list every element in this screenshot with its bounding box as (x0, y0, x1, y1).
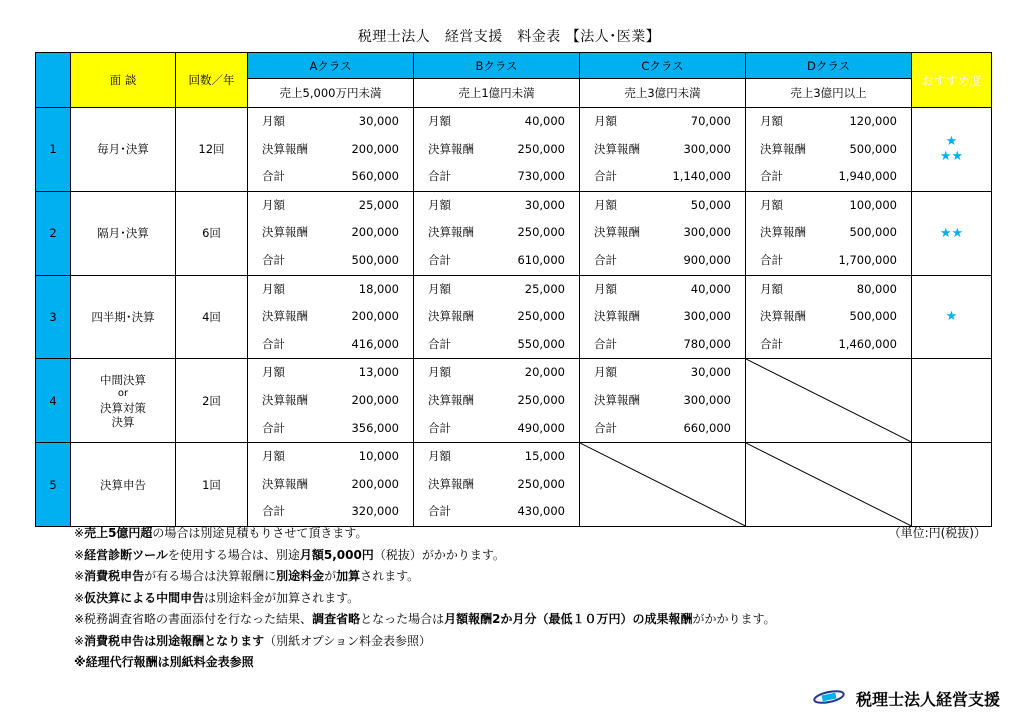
fee-label: 決算報酬 (760, 309, 806, 324)
fee-table (35, 52, 992, 527)
fee-line-monthly (746, 192, 911, 220)
fee-cell (580, 275, 746, 359)
fee-value: 30,000 (690, 365, 731, 380)
fee-value: 1,460,000 (838, 336, 897, 351)
empty-cell (746, 443, 912, 527)
fee-line-total (414, 247, 579, 275)
fee-value: 25,000 (524, 281, 565, 296)
note-text: （税抜）がかかります。 (373, 547, 505, 562)
fee-label: 月額 (428, 281, 451, 296)
note-text: 経営診断ツール (84, 547, 168, 562)
fee-line-monthly (580, 108, 745, 136)
note-text: が有る場合は決算報酬に (144, 569, 277, 583)
note-line (74, 652, 776, 674)
note-text: の場合は別途見積もりさせて頂きます。 (152, 526, 368, 540)
recommend-stars (912, 108, 992, 192)
fee-label: 月額 (262, 281, 285, 296)
row-number: 3 (36, 275, 71, 359)
fee-line-total (746, 247, 911, 275)
fee-line-monthly (580, 276, 745, 304)
fee-line-monthly (248, 192, 413, 220)
fee-cell (746, 275, 912, 359)
fee-line-total (414, 163, 579, 191)
note-text: は別途料金が加算されます。 (204, 590, 360, 605)
fee-value: 120,000 (849, 114, 897, 128)
fee-value: 780,000 (683, 336, 731, 351)
fee-cell (248, 359, 414, 443)
fee-label: 月額 (262, 197, 285, 212)
fee-line-total (414, 415, 579, 443)
fee-line-settlement (580, 303, 745, 331)
note-line (74, 609, 776, 631)
fee-cell (580, 108, 746, 192)
fee-line-settlement (414, 303, 579, 331)
page-title: 税理士法人 経営支援 料金表 【法人･医業】 (357, 29, 661, 45)
fee-value: 10,000 (358, 449, 399, 464)
fee-line-total (580, 415, 745, 443)
fee-value: 300,000 (683, 225, 731, 240)
fee-label: 合計 (594, 252, 617, 267)
fee-line-settlement (248, 387, 413, 415)
note-text: ※ (74, 590, 85, 605)
row-label-line: 決算 (111, 414, 135, 429)
fee-value: 320,000 (351, 504, 399, 519)
row-label-line: 決算申告 (100, 477, 146, 492)
fee-value: 250,000 (517, 476, 565, 491)
note-text: が (324, 569, 337, 583)
header-count: 回数／年 (176, 53, 248, 108)
fee-label: 合計 (428, 169, 451, 184)
header-class-c: Cクラス (580, 53, 746, 79)
fee-label: 合計 (428, 252, 451, 267)
fee-value: 500,000 (849, 141, 897, 156)
table-row (36, 275, 992, 359)
fee-value: 660,000 (683, 420, 731, 435)
note-text: を使用する場合は、別途 (167, 547, 300, 562)
fee-label: 合計 (594, 420, 617, 435)
fee-label: 月額 (594, 197, 617, 212)
note-text: ※ (74, 526, 85, 540)
fee-cell (414, 275, 580, 359)
fee-line-settlement (746, 136, 911, 164)
fee-label: 決算報酬 (262, 141, 308, 156)
fee-value: 200,000 (351, 476, 399, 491)
fee-label: 月額 (262, 365, 285, 380)
fee-line-settlement (414, 136, 579, 164)
fee-label: 合計 (262, 252, 285, 267)
fee-value: 13,000 (358, 365, 399, 380)
fee-value: 300,000 (683, 392, 731, 407)
fee-value: 25,000 (358, 197, 399, 212)
note-line (74, 588, 776, 610)
fee-value: 200,000 (351, 309, 399, 324)
fee-value: 356,000 (351, 420, 399, 435)
fee-line-monthly (414, 192, 579, 220)
footer (812, 687, 1000, 710)
fee-value: 550,000 (517, 336, 565, 351)
fee-cell (414, 443, 580, 527)
fee-line-total (248, 247, 413, 275)
fee-value: 500,000 (351, 252, 399, 267)
fee-line-settlement (414, 471, 579, 499)
header-class-b: Bクラス (414, 53, 580, 79)
row-label-line: 決算対策 (100, 400, 146, 415)
fee-value: 500,000 (849, 309, 897, 324)
fee-value: 30,000 (524, 197, 565, 212)
fee-cell (248, 275, 414, 359)
row-label (71, 443, 176, 527)
fee-line-settlement (248, 136, 413, 164)
table-row (36, 359, 992, 443)
fee-value: 200,000 (351, 225, 399, 240)
fee-value: 500,000 (849, 225, 897, 240)
fee-value: 30,000 (358, 114, 399, 128)
note-text: となった場合は (360, 612, 445, 626)
header-range-d: 売上3億円以上 (746, 79, 912, 108)
fee-cell (248, 443, 414, 527)
fee-value: 20,000 (524, 365, 565, 380)
fee-label: 月額 (428, 197, 451, 212)
fee-value: 40,000 (524, 114, 565, 128)
fee-value: 300,000 (683, 309, 731, 324)
fee-cell (580, 359, 746, 443)
fee-line-total (248, 415, 413, 443)
notes (74, 523, 776, 674)
fee-line-monthly (746, 108, 911, 136)
fee-label: 合計 (262, 169, 285, 184)
fee-value: 610,000 (517, 252, 565, 267)
header-no-cell (36, 53, 71, 108)
fee-line-monthly (414, 108, 579, 136)
fee-cell (580, 191, 746, 275)
table-row (36, 108, 992, 192)
fee-label: 合計 (428, 420, 451, 435)
note-text: （別紙オプション料金表参照） (264, 633, 431, 648)
fee-cell (248, 108, 414, 192)
row-count: 1回 (176, 443, 248, 527)
fee-label: 決算報酬 (262, 476, 308, 491)
fee-line-total (248, 163, 413, 191)
header-recommend: おすすめ度 (912, 53, 992, 108)
row-label-line: or (117, 387, 129, 399)
fee-value: 200,000 (351, 392, 399, 407)
note-text: ※ (74, 569, 85, 583)
unit-label: （単位:円(税抜)） (888, 526, 986, 540)
recommend-stars (912, 191, 992, 275)
row-count: 12回 (176, 108, 248, 192)
fee-value: 50,000 (690, 197, 731, 212)
fee-label: 決算報酬 (594, 392, 640, 407)
recommend-stars (912, 359, 992, 443)
header-range-c: 売上3億円未満 (580, 79, 746, 108)
fee-value: 490,000 (517, 420, 565, 435)
header-range-a: 売上5,000万円未満 (248, 79, 414, 108)
fee-value: 40,000 (690, 281, 731, 296)
fee-value: 900,000 (683, 252, 731, 267)
note-text: 消費税申告は別途報酬となります (84, 633, 265, 648)
fee-value: 200,000 (351, 141, 399, 156)
fee-label: 決算報酬 (594, 141, 640, 156)
note-text: 別途料金 (276, 569, 325, 583)
fee-line-monthly (746, 276, 911, 304)
fee-value: 250,000 (517, 141, 565, 156)
fee-label: 合計 (428, 504, 451, 519)
fee-line-monthly (580, 359, 745, 387)
note-line (74, 523, 776, 545)
empty-cell (580, 443, 746, 527)
note-line (74, 545, 776, 567)
fee-cell (248, 191, 414, 275)
note-text: ※経理代行報酬は別紙料金表参照 (74, 655, 254, 669)
fee-value: 1,700,000 (838, 252, 897, 267)
fee-label: 月額 (262, 114, 285, 128)
company-logo-icon (812, 689, 846, 709)
header-meeting: 面 談 (71, 53, 176, 108)
table-row (36, 191, 992, 275)
row-count: 2回 (176, 359, 248, 443)
fee-line-monthly (414, 443, 579, 471)
fee-line-settlement (248, 219, 413, 247)
fee-value: 416,000 (351, 336, 399, 351)
fee-label: 月額 (262, 449, 285, 464)
fee-line-total (414, 498, 579, 526)
note-text: ※ (74, 633, 85, 648)
fee-line-total (746, 331, 911, 359)
header-class-a: Aクラス (248, 53, 414, 79)
empty-cell (746, 359, 912, 443)
fee-line-total (580, 331, 745, 359)
note-text: 仮決算による中間申告 (84, 590, 205, 605)
fee-label: 月額 (760, 197, 783, 212)
fee-label: 合計 (760, 336, 783, 351)
fee-line-monthly (248, 108, 413, 136)
header-range-b: 売上1億円未満 (414, 79, 580, 108)
note-text: 売上5億円超 (84, 526, 153, 540)
fee-label: 月額 (428, 449, 451, 464)
fee-line-settlement (580, 387, 745, 415)
fee-label: 月額 (760, 114, 783, 128)
fee-value: 430,000 (517, 504, 565, 519)
row-count: 6回 (176, 191, 248, 275)
fee-line-settlement (248, 303, 413, 331)
fee-value: 1,940,000 (838, 169, 897, 184)
fee-value: 80,000 (856, 281, 897, 296)
fee-value: 250,000 (517, 309, 565, 324)
fee-line-total (746, 163, 911, 191)
fee-label: 決算報酬 (428, 392, 474, 407)
table-row (36, 443, 992, 527)
fee-line-settlement (414, 387, 579, 415)
fee-label: 合計 (760, 252, 783, 267)
fee-label: 月額 (428, 114, 451, 128)
fee-value: 1,140,000 (672, 169, 731, 184)
fee-label: 月額 (428, 365, 451, 380)
fee-cell (746, 108, 912, 192)
fee-label: 決算報酬 (428, 309, 474, 324)
fee-label: 決算報酬 (760, 141, 806, 156)
fee-label: 月額 (594, 281, 617, 296)
fee-value: 100,000 (849, 197, 897, 212)
note-text: ※ (74, 547, 85, 562)
row-label (71, 359, 176, 443)
row-number: 2 (36, 191, 71, 275)
row-label-line: 中間決算 (100, 372, 146, 387)
row-label (71, 275, 176, 359)
fee-line-monthly (414, 359, 579, 387)
fee-label: 合計 (262, 504, 285, 519)
fee-label: 決算報酬 (760, 225, 806, 240)
fee-line-total (580, 247, 745, 275)
fee-value: 560,000 (351, 169, 399, 184)
fee-cell (746, 191, 912, 275)
fee-cell (414, 108, 580, 192)
note-text: 加算 (336, 569, 361, 583)
fee-label: 月額 (760, 281, 783, 296)
row-label-line: 四半期･決算 (91, 309, 155, 324)
row-label (71, 108, 176, 192)
fee-label: 合計 (262, 420, 285, 435)
row-number: 1 (36, 108, 71, 192)
fee-line-total (248, 498, 413, 526)
fee-label: 合計 (594, 336, 617, 351)
fee-line-settlement (414, 219, 579, 247)
fee-value: 300,000 (683, 141, 731, 156)
company-name: 税理士法人経営支援 (855, 690, 1000, 709)
fee-line-monthly (580, 192, 745, 220)
fee-label: 合計 (594, 169, 617, 184)
note-text: 月額5,000円 (299, 547, 374, 562)
note-line (74, 631, 776, 653)
fee-label: 合計 (428, 336, 451, 351)
fee-label: 月額 (594, 114, 617, 128)
note-line (74, 566, 776, 588)
fee-line-total (248, 331, 413, 359)
note-text: されます。 (360, 569, 420, 583)
star-icon: ★★ (939, 149, 964, 165)
fee-line-settlement (580, 136, 745, 164)
recommend-stars (912, 443, 992, 527)
fee-line-monthly (248, 443, 413, 471)
fee-label: 決算報酬 (428, 476, 474, 491)
fee-line-monthly (248, 359, 413, 387)
row-number: 4 (36, 359, 71, 443)
row-number: 5 (36, 443, 71, 527)
fee-line-monthly (248, 276, 413, 304)
header-class-d: Dクラス (746, 53, 912, 79)
fee-value: 730,000 (517, 169, 565, 184)
row-label (71, 191, 176, 275)
row-label-line: 毎月･決算 (97, 142, 149, 157)
note-text: がかかります。 (692, 612, 776, 626)
fee-line-total (414, 331, 579, 359)
note-text: ※税務調査省略の書面添付を行なった結果、 (74, 612, 313, 626)
fee-line-settlement (746, 219, 911, 247)
star-icon: ★ (945, 309, 958, 325)
fee-value: 70,000 (690, 114, 731, 128)
fee-label: 決算報酬 (594, 225, 640, 240)
fee-value: 250,000 (517, 225, 565, 240)
fee-cell (414, 191, 580, 275)
recommend-stars (912, 275, 992, 359)
fee-line-settlement (746, 303, 911, 331)
fee-label: 決算報酬 (262, 392, 308, 407)
fee-label: 決算報酬 (594, 309, 640, 324)
row-count: 4回 (176, 275, 248, 359)
fee-cell (414, 359, 580, 443)
fee-label: 合計 (760, 169, 783, 184)
star-icon: ★★ (939, 225, 964, 241)
fee-line-settlement (580, 219, 745, 247)
fee-line-total (580, 163, 745, 191)
row-label-line: 隔月･決算 (97, 226, 149, 241)
fee-label: 決算報酬 (262, 225, 308, 240)
fee-line-monthly (414, 276, 579, 304)
fee-value: 250,000 (517, 392, 565, 407)
fee-value: 18,000 (358, 281, 399, 296)
fee-label: 決算報酬 (428, 141, 474, 156)
note-text: 消費税申告 (84, 569, 145, 583)
fee-label: 合計 (262, 336, 285, 351)
fee-label: 決算報酬 (428, 225, 474, 240)
fee-line-settlement (248, 471, 413, 499)
fee-label: 決算報酬 (262, 309, 308, 324)
note-text: 調査省略 (312, 612, 361, 626)
note-text: 月額報酬2か月分（最低１０万円）の成果報酬 (444, 612, 693, 626)
fee-label: 月額 (594, 365, 617, 380)
star-icon: ★ (945, 134, 958, 150)
fee-value: 15,000 (524, 449, 565, 464)
